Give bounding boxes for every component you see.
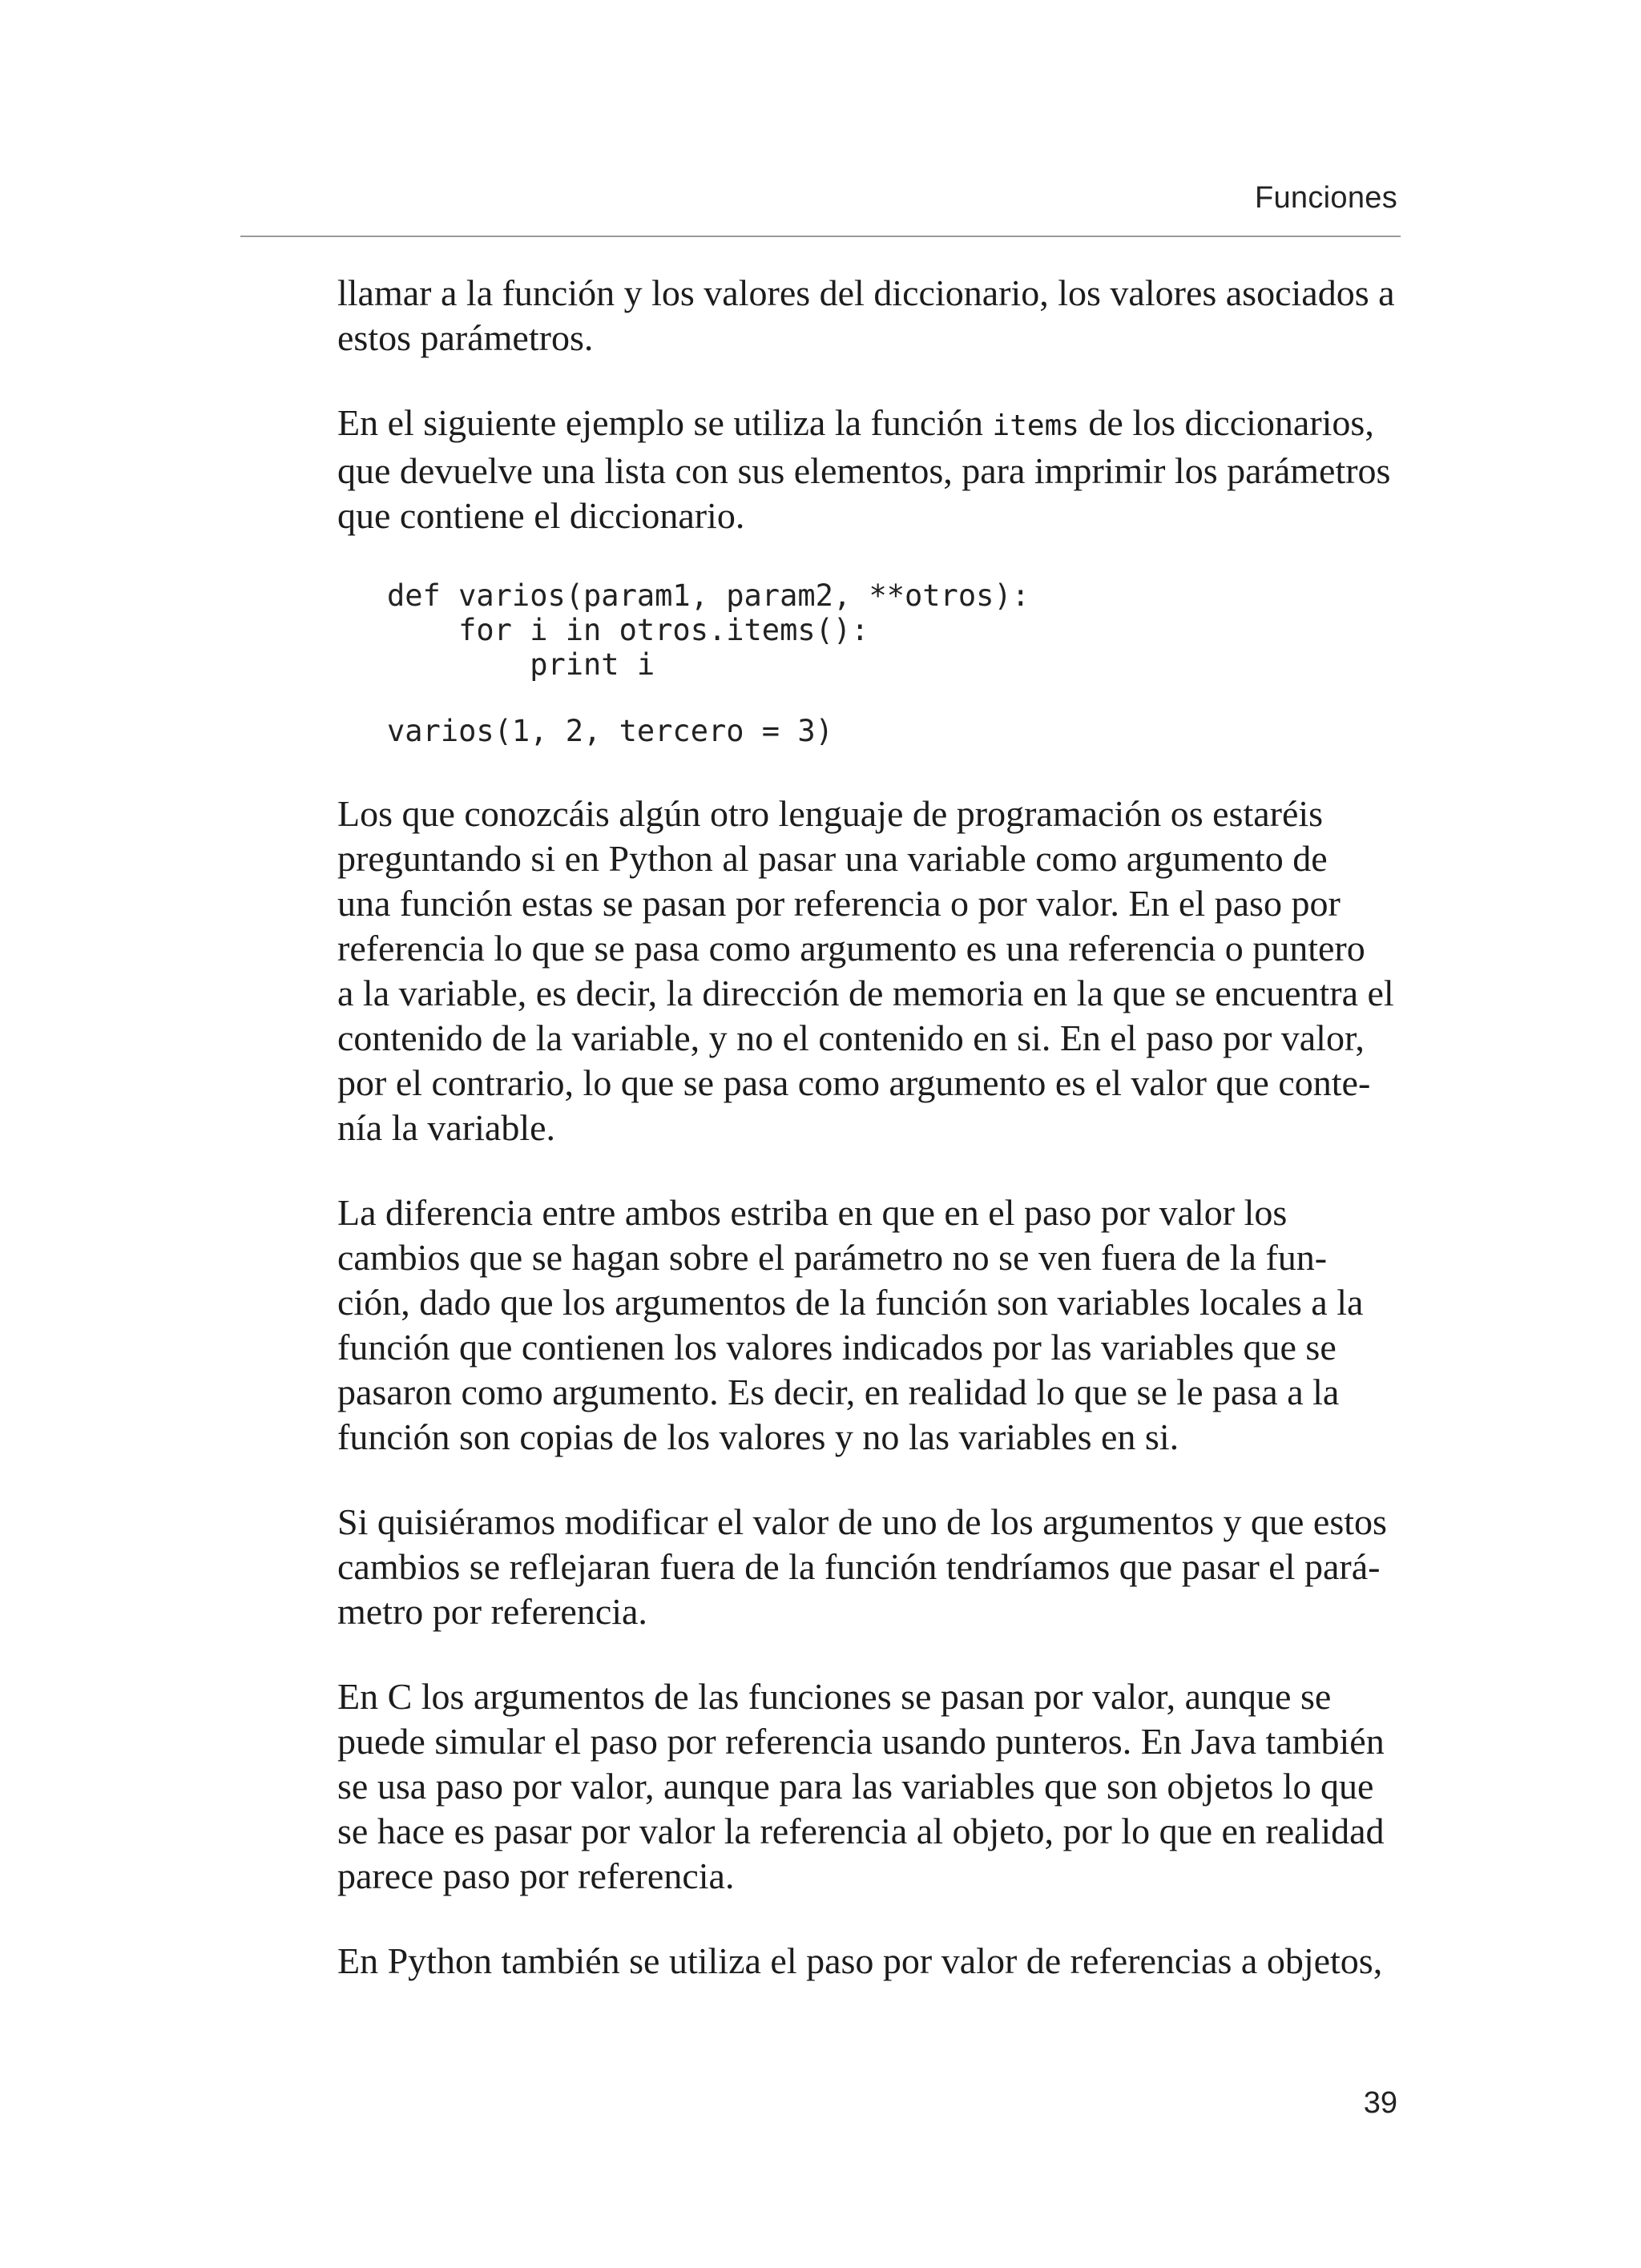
paragraph-4 bbox=[337, 1190, 1401, 1460]
code-line: varios(1, 2, tercero = 3) bbox=[387, 714, 833, 748]
paragraph-6 bbox=[337, 1674, 1401, 1899]
text-run: de los diccionarios, bbox=[1079, 402, 1374, 443]
text-line: a la variable, es decir, la dirección de memoria en la que se encuentra el bbox=[337, 973, 1394, 1013]
code-block bbox=[387, 578, 1401, 748]
text-line: Si quisiéramos modificar el valor de uno de los argumentos y que estos bbox=[337, 1501, 1387, 1542]
text-line: cambios que se hagan sobre el parámetro no se ven fuera de la fun- bbox=[337, 1237, 1328, 1278]
text-line bbox=[337, 401, 1401, 449]
text-line: función que contienen los valores indicados por las variables que se bbox=[337, 1327, 1337, 1368]
text-run: En el siguiente ejemplo se utiliza la función bbox=[337, 402, 993, 443]
code-line: print i bbox=[387, 647, 655, 682]
text-line: se hace es pasar por valor la referencia al objeto, por lo que en realidad bbox=[337, 1811, 1385, 1851]
text-line: llamar a la función y los valores del diccionario, los valores asociados a bbox=[337, 272, 1395, 313]
text-line: metro por referencia. bbox=[337, 1591, 647, 1632]
code-line: for i in otros.items(): bbox=[387, 613, 869, 647]
page-number: 39 bbox=[1363, 2086, 1397, 2120]
text-line: nía la variable. bbox=[337, 1107, 556, 1148]
text-line: contenido de la variable, y no el contenido en si. En el paso por valor, bbox=[337, 1017, 1365, 1058]
running-header: Funciones bbox=[1254, 181, 1397, 215]
text-line: parece paso por referencia. bbox=[337, 1855, 735, 1896]
header-rule bbox=[240, 236, 1401, 237]
paragraph-7 bbox=[337, 1939, 1401, 1984]
text-line: En Python también se utiliza el paso por valor de referencias a objetos, bbox=[337, 1940, 1383, 1981]
text-line: estos parámetros. bbox=[337, 317, 594, 358]
text-line: cambios se reflejaran fuera de la función tendríamos que pasar el pará- bbox=[337, 1546, 1381, 1587]
text-line: se usa paso por valor, aunque para las variables que son objetos lo que bbox=[337, 1766, 1374, 1807]
text-line: La diferencia entre ambos estriba en que en el paso por valor los bbox=[337, 1192, 1288, 1233]
code-line-blank bbox=[387, 682, 1401, 714]
text-line: ción, dado que los argumentos de la función son variables locales a la bbox=[337, 1282, 1364, 1323]
paragraph-1 bbox=[337, 271, 1401, 361]
inline-code-items: items bbox=[992, 409, 1079, 442]
page-content bbox=[337, 271, 1401, 2024]
text-line: pasaron como argumento. Es decir, en realidad lo que se le pasa a la bbox=[337, 1372, 1340, 1412]
text-line: Los que conozcáis algún otro lenguaje de programación os estaréis bbox=[337, 793, 1324, 834]
code-line: def varios(param1, param2, **otros): bbox=[387, 578, 1030, 613]
paragraph-2 bbox=[337, 401, 1401, 538]
text-line: que devuelve una lista con sus elementos, para imprimir los parámetros bbox=[337, 450, 1391, 491]
text-line: que contiene el diccionario. bbox=[337, 495, 745, 536]
text-line: referencia lo que se pasa como argumento es una referencia o puntero bbox=[337, 928, 1365, 969]
text-line: preguntando si en Python al pasar una variable como argumento de bbox=[337, 838, 1328, 879]
text-line: En C los argumentos de las funciones se pasan por valor, aunque se bbox=[337, 1676, 1332, 1717]
text-line: función son copias de los valores y no las variables en si. bbox=[337, 1416, 1179, 1457]
text-line: puede simular el paso por referencia usando punteros. En Java también bbox=[337, 1721, 1385, 1762]
paragraph-5 bbox=[337, 1500, 1401, 1634]
text-line: una función estas se pasan por referencia o por valor. En el paso por bbox=[337, 883, 1341, 924]
paragraph-3 bbox=[337, 792, 1401, 1150]
text-line: por el contrario, lo que se pasa como argumento es el valor que conte- bbox=[337, 1062, 1371, 1103]
